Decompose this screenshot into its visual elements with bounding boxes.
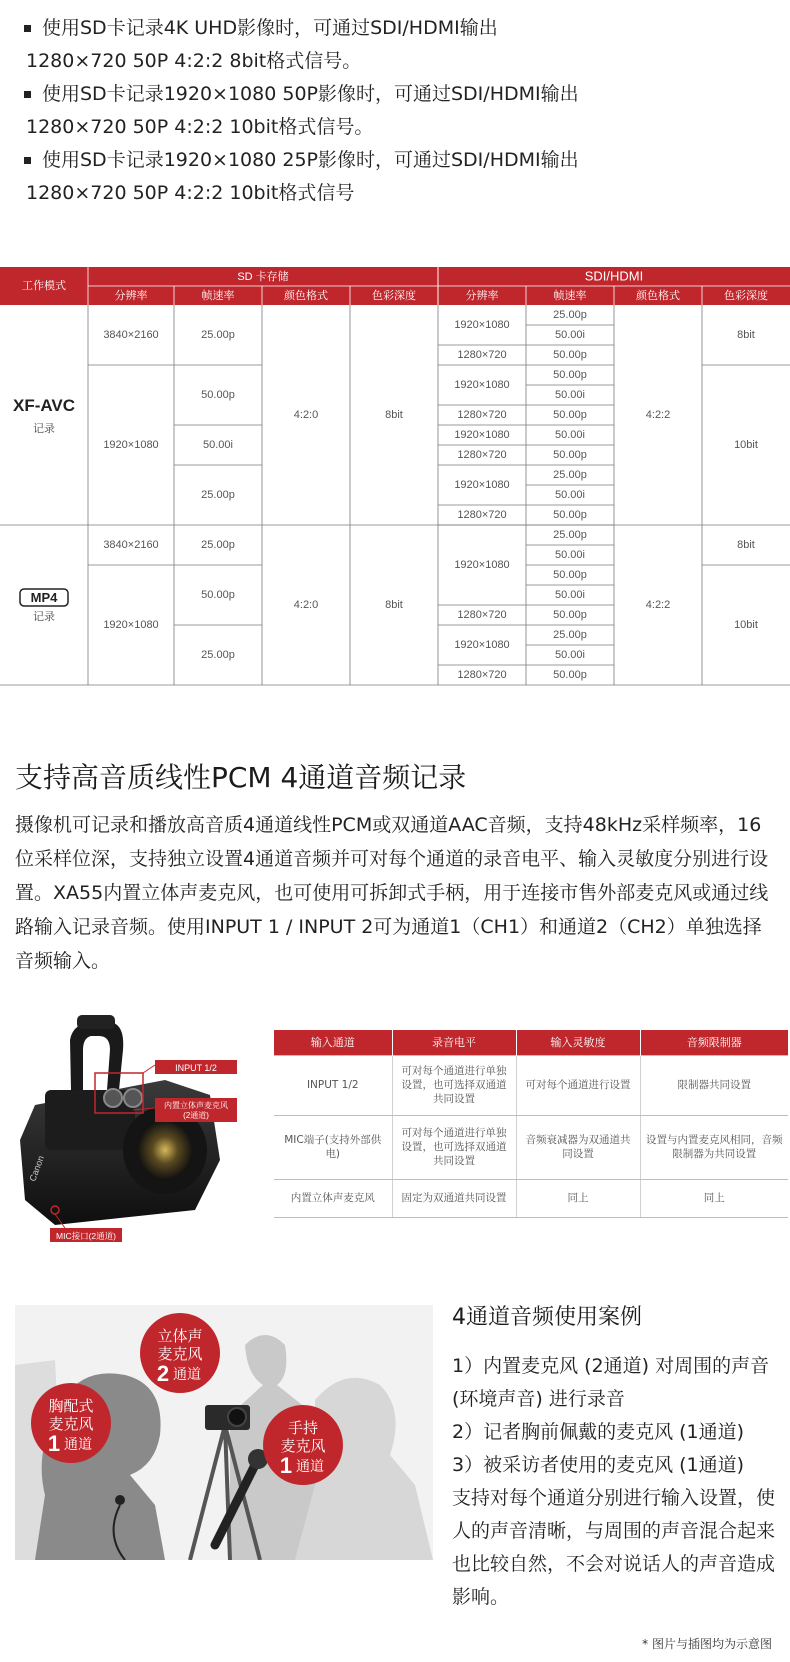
bullet-text: 使用SD卡记录4K UHD影像时，可通过SDI/HDMI输出 [42,17,498,39]
spec-cell-text: 50.00p [553,408,587,421]
recording-spec-table [0,267,790,689]
spec-cell-text: 25.00p [553,528,587,541]
spec-header-work-mode: 工作模式 [22,279,66,292]
feature-bullet-list [0,12,790,210]
bubble-unit: 通道 [173,1366,201,1382]
spec-cell-text: 1920×1080 [454,638,510,651]
input-label: INPUT 1/2 [175,1063,217,1073]
bubble-unit: 通道 [296,1458,324,1474]
table-row [274,1055,788,1115]
table-cell: MIC端子(支持外部供电) [274,1115,392,1179]
spec-cell-text: 8bit [737,538,755,551]
spec-cell-text: 25.00p [201,538,235,551]
mic-holder-shape [77,1015,115,1029]
spec-cell-text: 25.00p [553,628,587,641]
bullet-text-cont: 1280×720 50P 4:2:2 10bit格式信号。 [26,116,374,138]
spec-cell-text: 25.00p [201,328,235,341]
audio-table-header: 输入灵敏度 [516,1030,640,1055]
handle-shape [70,1022,123,1090]
xf-avc-label: 记录 [33,422,55,435]
spec-cell-text: 1920×1080 [103,618,159,631]
spec-cell-text: 50.00i [203,438,233,451]
bullet-text: 使用SD卡记录1920×1080 25P影像时，可通过SDI/HDMI输出 [42,149,579,171]
bullet-text: 使用SD卡记录1920×1080 50P影像时，可通过SDI/HDMI输出 [42,83,579,105]
spec-cell-text: 25.00p [553,468,587,481]
bubble-num: 1 [279,1453,293,1478]
bubble-num: 1 [47,1431,61,1456]
audio-settings-table [274,1030,788,1218]
spec-subheader: 色彩深度 [372,289,416,302]
bubble-num: 2 [156,1361,170,1386]
spec-subheader: 色彩深度 [724,289,768,302]
spec-subheader: 分辨率 [114,289,148,302]
spec-subheader: 帧速率 [553,289,587,302]
usecase-item: 1）内置麦克风 (2通道) 对周围的声音 (环境声音) 进行录音 [452,1355,770,1410]
table-cell: 可对每个通道进行单独设置，也可选择双通道共同设置 [392,1115,516,1179]
usecase-item: 2）记者胸前佩戴的麦克风 (1通道) [452,1421,745,1443]
spec-table-svg [0,267,790,689]
spec-cell-text: 25.00p [201,648,235,661]
spec-cell-text: 10bit [734,618,758,631]
bubble-line: 胸配式 [48,1398,94,1415]
xlr-jack-shape [104,1089,122,1107]
spec-cell-text: 1280×720 [457,508,507,521]
bullet-text-cont: 1280×720 50P 4:2:2 8bit格式信号。 [26,50,362,72]
mic-jack-label: MIC接口(2通道) [56,1231,116,1241]
spec-cell-text: 1280×720 [457,448,507,461]
spec-subheader: 分辨率 [465,289,499,302]
spec-cell-text: 1280×720 [457,408,507,421]
camera-illustration [15,1010,245,1255]
spec-cell-text: 50.00i [555,388,585,401]
spec-header-sdi: SDI/HDMI [584,268,644,284]
spec-cell-text: 50.00p [553,668,587,681]
spec-cell-text: 50.00p [553,448,587,461]
spec-cell-text: 1920×1080 [454,378,510,391]
audio-section-body: 摄像机可记录和播放高音质4通道线性PCM或双通道AAC音频，支持48kHz采样频率，16位采样位深，支持独立设置4通道音频并可对每个通道的录音电平、输入灵敏度分别进行设置。XA55内置立体声麦克风，也可使用可拆卸式手柄，用于连接市售外部麦克风或通过线路输入记录音频。使用INPUT 1 / INPUT 2可为通道1（CH1）和通道2（CH2）单独选择音频输入。 [15,814,769,972]
lapel-mic-shape [115,1495,125,1505]
bullet-item [0,12,790,78]
spec-cell-text: 4:2:0 [293,598,319,611]
audio-table-header: 录音电平 [392,1030,516,1055]
spec-cell-text: 25.00p [553,308,587,321]
audio-table-header: 音频限制器 [640,1030,788,1055]
spec-cell-text: 50.00p [553,348,587,361]
spec-subheader: 帧速率 [201,289,235,302]
spec-cell-text: 25.00p [201,488,235,501]
bullet-item [0,78,790,144]
lens-glass-shape [137,1120,193,1180]
spec-cell-text: 3840×2160 [103,328,159,341]
bullet-item [0,144,790,210]
spec-cell-text: 8bit [385,408,403,421]
spec-cell-text: 50.00i [555,328,585,341]
bubble-line: 麦克风 [157,1346,203,1363]
builtin-mic-label: 内置立体声麦克风 [164,1101,228,1110]
audio-table-header-row [274,1030,788,1055]
bubble-line: 立体声 [157,1328,203,1345]
table-cell: 同上 [516,1179,640,1217]
spec-cell-text: 50.00i [555,648,585,661]
bullet-mark [24,157,31,164]
spec-cell-text: 1920×1080 [454,558,510,571]
bullet-text-cont: 1280×720 50P 4:2:2 10bit格式信号 [26,182,355,204]
footnote: * 图片与插图均为示意图 [642,1637,772,1651]
canon-brand-text: Canon [27,1154,46,1183]
bubble-line: 麦克风 [48,1416,94,1433]
table-cell: 可对每个通道进行单独设置，也可选择双通道共同设置 [392,1055,516,1115]
table-row [274,1179,788,1217]
spec-cell-text: 50.00p [201,588,235,601]
bubble-unit: 通道 [64,1436,92,1452]
spec-cell-text: 1920×1080 [454,428,510,441]
spec-cell-text: 8bit [385,598,403,611]
spec-cell-text: 3840×2160 [103,538,159,551]
spec-header-sd: SD 卡存储 [237,270,289,283]
spec-cell-text: 50.00p [553,508,587,521]
builtin-mic-label-sub: (2通道) [183,1111,209,1120]
spec-cell-text: 50.00p [201,388,235,401]
audio-table-header: 输入通道 [274,1030,392,1055]
usecase-item: 3）被采访者使用的麦克风 (1通道) [452,1454,745,1476]
usecase-list [452,1350,782,1614]
spec-cell-text: 50.00p [553,568,587,581]
xlr-jack-shape [124,1089,142,1107]
usecase-illustration [15,1305,433,1560]
table-cell: 限制器共同设置 [640,1055,788,1115]
bubble-line: 手持 [287,1420,319,1437]
spec-cell-text: 10bit [734,438,758,451]
spec-cell-text: 4:2:0 [293,408,319,421]
spec-cell-text: 50.00i [555,588,585,601]
spec-cell-text: 4:2:2 [645,408,671,421]
table-cell: 内置立体声麦克风 [274,1179,392,1217]
bullet-mark [24,25,31,32]
table-cell: 同上 [640,1179,788,1217]
spec-cell-text: 4:2:2 [645,598,671,611]
spec-cell-text: 8bit [737,328,755,341]
usecase-note: 支持对每个通道分别进行输入设置，使人的声音清晰，与周围的声音混合起来也比较自然，不会对说话人的声音造成影响。 [452,1487,776,1608]
bullet-mark [24,91,31,98]
spec-cell-text: 50.00p [553,608,587,621]
bubble-line: 麦克风 [280,1438,326,1455]
mp4-logo: MP4 [30,590,58,605]
spec-cell-text: 50.00i [555,488,585,501]
table-cell: 固定为双通道共同设置 [392,1179,516,1217]
spec-cell-text: 1280×720 [457,608,507,621]
table-cell: INPUT 1/2 [274,1055,392,1115]
mp4-label: 记录 [33,610,55,623]
table-row [274,1115,788,1179]
spec-cell-text: 1920×1080 [454,318,510,331]
spec-cell-text: 1280×720 [457,668,507,681]
table-cell: 设置与内置麦克风相同，音频限制器为共同设置 [640,1115,788,1179]
spec-cell-text: 1920×1080 [454,478,510,491]
spec-cell-text: 50.00i [555,548,585,561]
spec-cell-text: 50.00i [555,428,585,441]
spec-subheader: 颜色格式 [636,289,680,302]
audio-section-title: 支持高音质线性PCM 4通道音频记录 [15,761,467,794]
spec-cell-text: 50.00p [553,368,587,381]
usecase-title: 4通道音频使用案例 [452,1305,642,1330]
xf-avc-logo: XF-AVC [12,396,76,415]
spec-cell-text: 1920×1080 [103,438,159,451]
spec-cell-text: 1280×720 [457,348,507,361]
table-cell: 可对每个通道进行设置 [516,1055,640,1115]
table-cell: 音频衰减器为双通道共同设置 [516,1115,640,1179]
spec-subheader: 颜色格式 [284,289,328,302]
